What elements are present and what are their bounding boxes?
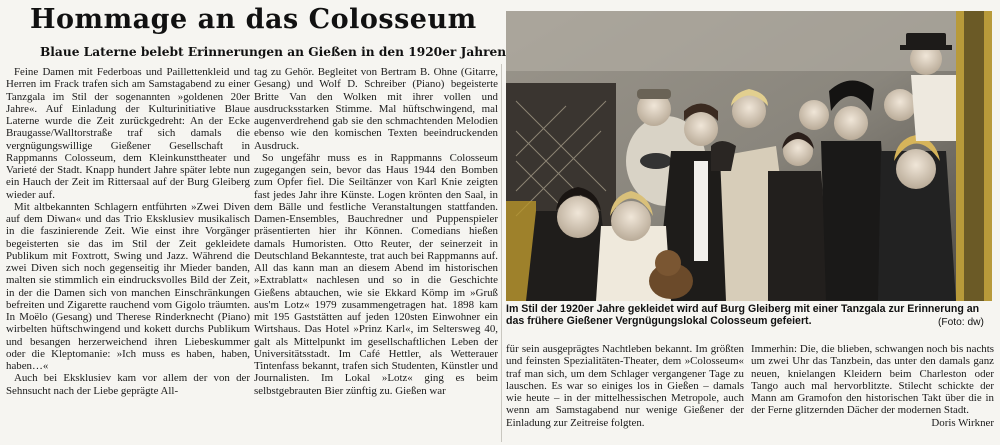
column-divider <box>501 64 502 442</box>
paragraph: tag zu Gehör. Begleitet von Bertram B. Ohne (Gitarre, Gesang) und Wolf D. Schreiber (Piano) begeisterte Britte Van den Wolken mit ihrer vollen und ausdrucksstarken Stimme. Mal hüftschwingend, mal augenverdrehend gab sie den schmachtenden Melodien ebenso wie den komischen Texten beeindruckenden Ausdruck. <box>254 66 498 152</box>
paragraph: Immerhin: Die, die blieben, schwangen noch bis nachts um zwei Uhr das Tanzbein, das unter den damals ganz neuen, knielangen Kleidern beim Charleston oder Tango auch mal hervorblitzte. Stilecht schickte der Mann am Gramofon den historischen Takt über die in der Ferne glitzernden Dächer der modernen Stadt. <box>751 343 994 417</box>
text-column-1 <box>6 66 250 441</box>
paragraph: Auch bei Eksklusiev kam vor allem der von der Sehnsucht nach der Liebe geprägte All- <box>6 372 250 397</box>
text-column-4 <box>751 343 994 441</box>
paragraph: So ungefähr muss es in Rappmanns Colosseum zugegangen sein, bevor das Haus 1944 den Bomben zum Opfer fiel. Die Seiltänzer von Karl Knie zeigten fast jedes Jahr ihre Künste. Logen krönten den Saal, in dem Bälle und festliche Veranstaltungen stattfanden. Damen-Ensembles, Bauchredner und Puppenspieler präsentierten hier ihr Können. Comedians hießen damals Humoristen. Otto Reuter, der seinerzeit in Deutschland Bekannteste, trat auch bei Rappmanns auf. All das kann man an diesem Abend im historischen »Extrablatt« nachlesen und so in die Geschichte Gießens abtauchen, wie sie Ekkard Kömp im »Gruß aus'm Lotz« 1979 zusammengetragen hat. 1898 kam mit 195 Gaststätten auf jeden 120sten Einwohner ein Wirtshaus. Das Hotel »Prinz Karl«, im Seltersweg 40, galt als Mittelpunkt im gesellschaftlichen Leben der Universitätsstadt. Im Café Hettler, als Wetterauer Tintenfass bekannt, trafen sich Studenten, Künstler und Journalisten. Im Lokal »Lotz« ging es beim selbstgebrauten Bier zünftig zu. Gießen war <box>254 151 498 397</box>
headline: Hommage an das Colosseum <box>30 4 477 35</box>
photo-credit: (Foto: dw) <box>938 317 984 328</box>
author-signature: Doris Wirkner <box>931 416 994 429</box>
photo-caption: Im Stil der 1920er Jahre gekleidet wird auf Burg Gleiberg mit einer Tanzgala zur Erinnerung an das frühere Gießener Vergnügungslokal Colosseum gefeiert. <box>506 303 980 327</box>
subheadline: Blaue Laterne belebt Erinnerungen an Gießen in den 1920er Jahren <box>40 45 507 59</box>
paragraph: für sein ausgeprägtes Nachtleben bekannt. Im größten und feinsten Spezialitäten-Theater, dem »Colosseum« traf man sich, um dem Schlager vergangener Tage zu lauschen. Es war so einiges los in Gießen – damals wie heute – in der mittelhessischen Metropole, auch wenn am Samstagabend nur wenige Gießener der Einladung zur Zeitreise folgten. <box>506 343 744 429</box>
text-column-3 <box>506 343 744 441</box>
photo-costumed-guests <box>506 11 992 301</box>
paragraph: Mit altbekannten Schlagern entführten »Zwei Diven auf dem Diwan« und das Trio Eksklusiev musikalisch in die faszinierende Zeit. Wie einst ihre Vorgänger begeisterten sie das im Stil der Zeit gekleidete Publikum mit Foxtrott, Swing und Jazz. Während die zwei Diven sich noch gegenseitig ihr Mieder banden, malten sie stimmlich ein eindrucksvolles Bild der Zeit, in der die Damen sich von manchen Einschränkungen befreiten und Zigarette rauchend vom Gigolo träumten. In Moëlo (Gesang) und Therese Rinderknecht (Piano) wirbelten hüftschwingend und kokett durchs Publikum und besangen herzerweichend ihren Liebeskummer oder die Kleptomanie: »Ich muss es haben, haben, haben…« <box>6 200 250 372</box>
paragraph: Feine Damen mit Federboas und Paillettenkleid und Herren im Frack trafen sich am Samstagabend zu einer Tanzgala im Stil der sogenannten »goldenen 20er Jahre«. Auf Einladung der Kulturinitiative Blaue Laterne wurde die Zeit zurückgedreht: An der Ecke Braugasse/Walltorstraße traf sich damals die vergnügungswillige Gießener Gesellschaft in Rappmanns Colosseum, dem Kleinkunsttheater und Varieté der Stadt. Knapp hundert Jahre später lebte nun ein Hauch der Zeit im Rittersaal auf der Burg Gleiberg wieder auf. <box>6 66 250 201</box>
text-column-2 <box>254 66 498 441</box>
